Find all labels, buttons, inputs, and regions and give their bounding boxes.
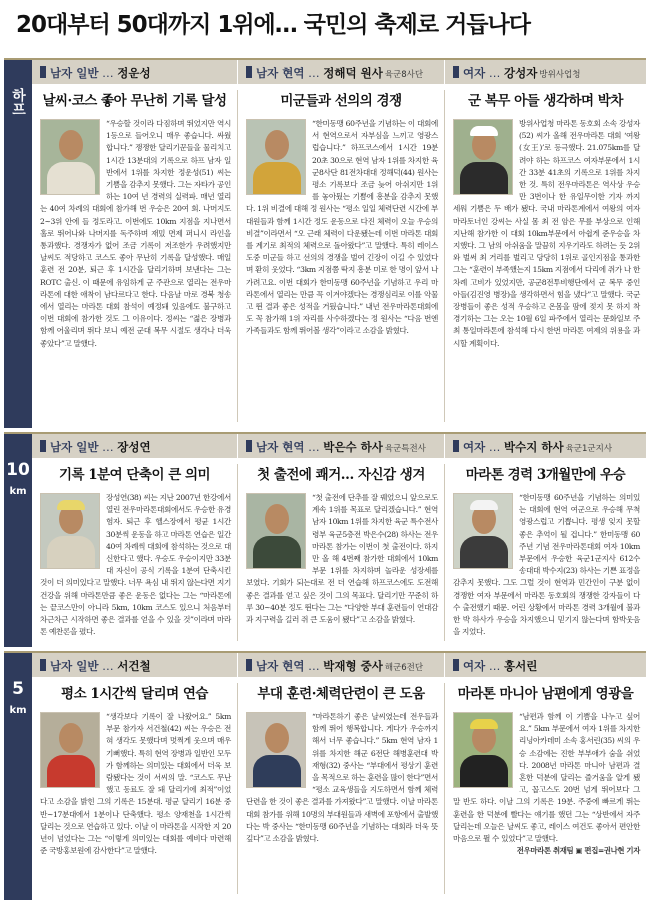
article-title: 첫 출전에 쾌거… 자신감 생겨 bbox=[257, 467, 425, 483]
section-rail bbox=[4, 653, 32, 900]
article-title: 마라톤 경력 3개월만에 우승 bbox=[465, 467, 626, 483]
runner-photo bbox=[40, 712, 100, 788]
article-title: 미군들과 선의의 경쟁 bbox=[280, 93, 402, 109]
runner-name: 박수지 하사 bbox=[504, 440, 564, 454]
article-body: “생각보다 기록이 잘 나왔어요.” 5km 부문 참가자 서건철(42) 씨는 우승은 전혀 생각도 못했다며 멋쩍게 웃으며 매우 기뻐했다. 특히 현역 장병과 일반인 모두가 함께하는 의미있는 대회에서 더욱 보람됐다는 것이 서씨의 말. “코스도 무난했고 동료도 잘 돼 달리기에 최적”이었다고 소감을 밝힌 그의 기록은 15분대. 평균 달리기 16분 중반~17분대에서 1분이나 단축했다. 평소 양재천을 1시간씩 달리는 것으로 연습하고 있다. 이날 이 마라톤을 시작한 지 20년이 넘었다는 그는 “이렇게 의미있는 대회를 예비다 마련해 준 국방홍보원에 감사한다”고 말했다. bbox=[40, 712, 231, 856]
category-bar: 남자 현역 … 정해덕 원사 육군8사단 bbox=[238, 60, 444, 84]
runner-name: 정운성 bbox=[117, 66, 151, 80]
article-title: 날씨·코스 좋아 무난히 기록 달성 bbox=[42, 93, 227, 109]
runner-photo bbox=[40, 119, 100, 195]
runner-name: 정해덕 원사 bbox=[323, 66, 383, 80]
article-col-2 bbox=[238, 653, 444, 900]
rail-label: 5 bbox=[12, 679, 24, 699]
byline: 전우마라톤 취재팀 ▣ 편집=권나현 기자 bbox=[516, 846, 640, 856]
article-col-3 bbox=[445, 434, 646, 647]
runner-name: 장성연 bbox=[117, 440, 151, 454]
article-body: “한미동맹 60주년을 기념하는 의미있는 대회에 현역 여군으로 우승해 무척 영광스럽고 기쁩니다. 평생 잊지 못할 좋은 추억이 될 겁니다.” 한미동맹 60주년 기념 전우마라톤대회 여자 10km 부문에서 우승한 육군1군지사 612수송대대 박수지(23) 하사는 기쁜 표정을 감추지 못했다. 그도 그럴 것이 현역과 민간인이 구분 없이 경쟁한 여자 부문에서 마라톤 동호회의 쟁쟁한 강자들이 다 수 출전했기 때문. 어린 상황에서 마라톤 경력 3개월에 불과한 박 하사가 우승을 차지했으니 믿기지 않는다며 함박웃음을 지었다. bbox=[453, 493, 640, 637]
article-col-3 bbox=[445, 60, 646, 428]
runner-photo bbox=[453, 712, 513, 788]
article-body: 장성연(38) 씨는 지난 2007년 한강에서 열린 전우마라톤대회에서도 우승한 유경험자. 퇴근 후 헬스장에서 평균 1시간 30분씩 운동을 하고 마라톤 연습은 일간 40여 차례씩 대회에 참석하는 것으로 대신한다고 했다. 우승도 우승이지만 33분대 자신이 공식 기록을 1분여 단축시킨 것이 더 의미있다고 말했다. 너무 욕심 내 뛰지 않는다면 지기 건강을 위해 마라톤만큼 좋은 운동은 없다는 그는 “마라톤에는 끝코스만이 아니라 5km, 10km 코스도 있으니 처음부터 차근차근 시작하면 좋은 결과를 얻을 수 있을 것”이라며 마라톤 예찬론을 폈다. bbox=[40, 493, 231, 637]
runner-photo bbox=[246, 119, 306, 195]
article-title: 마라톤 마니아 남편에게 영광을 bbox=[457, 686, 634, 702]
article-col-2 bbox=[238, 434, 444, 647]
article-body: “한미동맹 60주년을 기념하는 이 대회에서 현역으로서 자부심을 느끼고 영광스럽습니다.” 하프코스에서 1시간 19분 20초 30으로 현역 남자 1위를 차지한 육군8사단 81전차대대 정해덕(44) 원사는 평소 기록보다 조금 늦어 아쉬지만 1위를 놓아뒀는 기쁨에 흥분을 감추지 못했다. 1위 비결에 대해 정 원사는 “평소 일일 체력단련 시간에 부대원들과 함께 1시간 정도 운동으로 다진 체력이 오늘 우승의 비결”이라면서 “오 근래 체력이 다운됐는데 이번 마라톤 대회를 계기로 최적의 체력으로 돌아왔다”고 말했다. 특히 레이스 도중 미군들 하고 선의의 경쟁을 벌여 긴장이 이길 수 있었다며 환히 웃었다. “3km 지점쯤 딱지 흥분 미로 한 명이 앞서 나가려고요. 이번 대회가 한미동맹 60주년을 기념하고 우리 마라톤에서 열리는 만큼 꼭 이겨야겠다는 경쟁심리로 이를 악물고 뛴 결과 좋은 성적을 거뒀습니다.” 내년 전우마라톤대회에도 꼭 참가해 1위 자리를 사수하겠다는 정 원사는 “다음 번엔 가족들과도 함께 뛰어볼 생각”이라고 소감을 밝혔다. bbox=[246, 119, 438, 336]
rail-label: 하프 bbox=[10, 88, 26, 116]
runner-name: 강성자 bbox=[504, 66, 538, 80]
runner-name: 박은수 하사 bbox=[323, 440, 383, 454]
category-bar: 여자 … 강성자 방위사업청 bbox=[445, 60, 646, 84]
article-body: “우승할 것이라 다짐하며 뛰었지만 역시 1등으로 들어오니 매우 좋습니다. 싸웠합니다.” 쟁쟁한 달리기꾼들을 물리치고 1시간 13분대의 기록으로 하프 남자 일반에서 1위를 차지한 정운성(51) 씨는 기쁨을 감추지 못했다. 그는 자타가 공인하는 10여 년 경력의 실력파. 매년 열리는 40여 차례의 대회에 참가해 번 우승은 20여 회. 나머지도 2~3위 안에 들 정도라고. 이번에도 10km 지점을 지나면서 홀로 뛰어나와 나머지를 독주하며 재밌 면제 퍼니시 라인을 통과했다. 경쟁자가 없어 조금 기록이 저조한가 우려했지만 날씨도 적당하고 코스도 좋아 무난히 기록을 달성했다. 매일 훈련 전 20분, 퇴근 후 1시간을 달리기하며 보낸다는 그는 ROTC 출신. 이 때문에 유임하게 군 주관으로 열리는 전우마라톤에 대한 애착이 남다르다고 한다. 다음날 마로 경북 청송에서 열리는 마라톤 대회 참석이 예정돼 있음에도 불구하고 이번 대회에 참가한 것도 그 이유이다. 정씨는 “젊은 장병과 함께 어울리며 뛰다 보니 예전 군대 복무 시절도 생각나 더욱 좋았다”고 말했다. bbox=[40, 119, 231, 348]
runner-photo bbox=[40, 493, 100, 569]
article-col-1 bbox=[32, 60, 237, 428]
category-bar: 남자 현역 … 박재형 중사 해군6전단 bbox=[238, 653, 444, 677]
article-body: “첫 출전에 단추를 잘 꿰었으니 앞으로도 계속 1위를 목표로 달리겠습니다.” 현역 남자 10km 1위를 차지한 육군 특수전사령부 육군5층전 박은수(28) 하사는 전우마라톤 참가는 이번이 첫 출전이다. 하지만 올 해 4번째 참가한 대회에서 10km 부문 1위를 차지하며 놀라운 성장세를 보였다. 기회가 되는대로 전 더 연습해 하프코스에도 도전해 좋은 결과를 얻고 싶은 것이 그의 목표다. 달리기만 꾸준히 하루 30~40분 정도 뛴다는 그는 “다양한 부대 훈련들이 연대감과 지구력을 길러 쥐 큰 도움이 됐다”고 소감을 밝혔다. bbox=[246, 493, 438, 625]
runner-name: 서건철 bbox=[117, 659, 151, 673]
article-body: “마라톤하기 좋은 날씨였는데 전우들과 함께 뛰어 행복합니다. 게다가 우승까지 해서 너무 좋습니다.” 5km 현역 남자 1위를 차지한 해군 6전단 해병훈련대 박재형(32) 중사는 “부대에서 평상기 훈련을 목적으로 하는 훈련을 많이 한다”면서 “평소 교육생들을 지도하면서 함께 체력단련을 한 것이 좋은 결과를 가져왔다”고 말했다. 이날 마라톤 대회 참가를 위해 10명의 부대원들과 새벽에 포항에서 출발했다는 박 중사는 “한미동맹 60주년을 기념하는 대회라 더욱 뜻깊다”고 소감을 밝혔다. bbox=[246, 712, 438, 844]
category-bar: 여자 … 홍서린 bbox=[445, 653, 646, 677]
article-title: 기록 1분여 단축이 큰 의미 bbox=[58, 467, 211, 483]
runner-photo bbox=[246, 493, 306, 569]
rail-label: 10 bbox=[6, 460, 30, 480]
runner-photo bbox=[246, 712, 306, 788]
rail-unit: km bbox=[9, 705, 27, 716]
article-col-2 bbox=[238, 60, 444, 428]
article-title: 평소 1시간씩 달리며 연습 bbox=[61, 686, 208, 702]
runner-photo bbox=[453, 119, 513, 195]
section-10km bbox=[4, 432, 646, 647]
article-body: 방위사업청 마라톤 동호회 소속 강성자(52) 씨가 올해 전우마라톤 대회 ‘여왕(女王)’로 등극했다. 21.075km를 달려야 하는 하프코스 여자부문에서 1시간 33분 41초의 기록으로 1위를 차지한 것. 특히 전우마라톤은 역사상 우승만 3번이나 한 유일무이한 기자 까지 세워 기쁨은 두 배가 됐다. 국내 마라톤계에서 여왕의 여자 마라토너인 강씨는 사실 몸 최 전 암은 무릎 부상으로 인해 지난해 참가한 이 대회 10km부문에서 아쉽게 준우승을 차지했다. 그 남의 아쉬움을 말끔히 지우기라도 하려는 듯 2위와 벌써 최 거리를 벌리고 당당히 1위로 골인지점을 통과한 그는 “훈련이 부족했는지 15km 지점에서 다리에 쥐가 나 한 차례 고비가 있었지만, 공군8전투비행단에서 군 복무 중인 아들(김진영 병장)을 생각하면서 힘을 냈다”고 말했다. 국군 장병들이 좋은 성적 우승하고 온몸을 땀에 젖지 못 하지 착 경기하는 그는 오는 10월 6일 파주에서 열리는 문화일보 주최 통일마라톤에 참석해 다시 한번 마라톤 여제의 위용을 과시할 계획이다. bbox=[453, 119, 640, 348]
runner-name: 박재형 중사 bbox=[323, 659, 383, 673]
article-title: 군 복무 아들 생각하며 박차 bbox=[468, 93, 623, 109]
category-bar: 여자 … 박수지 하사 육군1군지사 bbox=[445, 434, 646, 458]
article-body: “남편과 함께 이 기쁨을 나누고 싶어요.” 5km 부문에서 여자 1위를 차지한 리닝아카데미 소속 홍서린(35) 씨의 우승 소감에는 진한 부부애가 숨을 쉬었다. 2008년 마라톤 마니아 남편과 결혼한 덕분에 달리는 즐거움을 알게 됐고, 꼽고스도 20번 넘게 뛰어보다 그 말 반도 하다. 이날 그의 기록은 19분. 주중에 빠르게 뛰는 훈련을 한 덕분에 빨다는 얘기를 했던 그는 “상반에서 자주 달리는데 오늘은 날씨도 좋고, 레이스 여건도 좋아서 편안한 마음으로 뛸 수 있었다”고 말했다. 전우마라톤 취재팀 ▣ 편집=권나현 기자 bbox=[445, 711, 646, 857]
category-bar: 남자 일반 … 정운성 bbox=[32, 60, 237, 84]
category-bar: 남자 현역 … 박은수 하사 육군특전사 bbox=[238, 434, 444, 458]
category-bar: 남자 일반 … 서건철 bbox=[32, 653, 237, 677]
section-rail bbox=[4, 60, 32, 428]
article-title: 부대 훈련·체력단련이 큰 도움 bbox=[257, 686, 425, 702]
article-col-3 bbox=[445, 653, 646, 900]
article-col-1 bbox=[32, 653, 237, 900]
section-half bbox=[4, 58, 646, 428]
runner-name: 홍서린 bbox=[504, 659, 538, 673]
article-col-1 bbox=[32, 434, 237, 647]
section-5km bbox=[4, 651, 646, 900]
section-rail bbox=[4, 434, 32, 647]
category-bar: 남자 일반 … 장성연 bbox=[32, 434, 237, 458]
runner-photo bbox=[453, 493, 513, 569]
page-headline: 20대부터 50대까지 1위에… 국민의 축제로 거듭나다 bbox=[16, 12, 530, 38]
rail-unit: km bbox=[9, 486, 27, 497]
